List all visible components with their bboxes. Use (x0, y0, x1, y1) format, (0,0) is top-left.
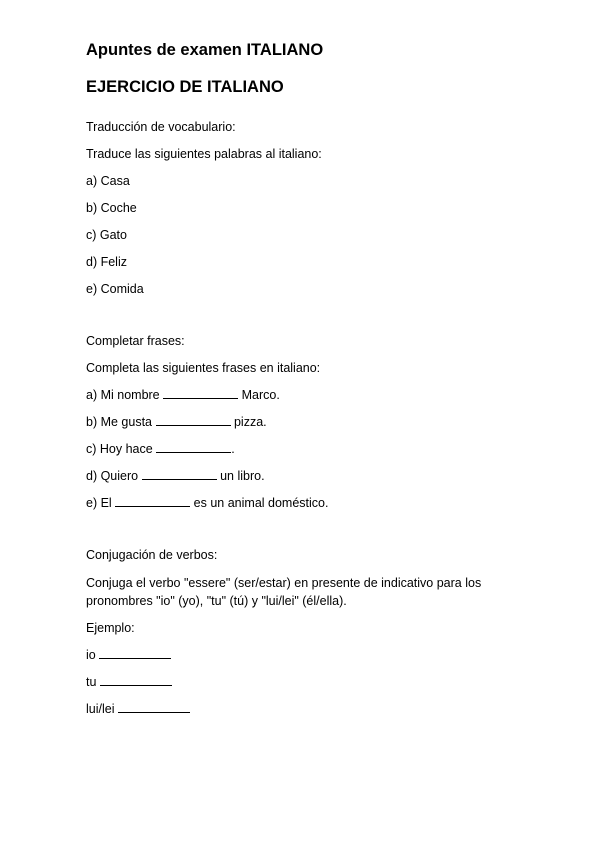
pronoun-label: tu (86, 675, 97, 689)
sentence-start: e) El (86, 496, 112, 510)
sentences-section (86, 333, 556, 512)
conjugation-row (86, 674, 556, 691)
sentences-heading: Completar frases: (86, 334, 185, 348)
example-label: Ejemplo: (86, 621, 135, 635)
sentences-instruction: Completa las siguientes frases en italiano: (86, 361, 321, 375)
answer-blank[interactable] (118, 701, 190, 713)
vocabulary-section (86, 119, 556, 298)
answer-blank[interactable] (156, 441, 231, 453)
sentence-start: b) Me gusta (86, 415, 153, 429)
answer-blank[interactable] (115, 495, 190, 507)
pronoun-label: io (86, 648, 96, 662)
sentence-item (86, 468, 556, 485)
sentence-end: un libro. (220, 469, 265, 483)
conjugation-section (86, 547, 556, 718)
vocabulary-item: e) Comida (86, 282, 144, 296)
vocabulary-item: d) Feliz (86, 255, 127, 269)
conjugation-instruction-line: Conjuga el verbo "essere" (ser/estar) en presente de indicativo para los (86, 576, 482, 590)
vocabulary-instruction: Traduce las siguientes palabras al italiano: (86, 147, 322, 161)
sentence-start: c) Hoy hace (86, 442, 153, 456)
answer-blank[interactable] (99, 647, 171, 659)
sentence-start: a) Mi nombre (86, 388, 160, 402)
answer-blank[interactable] (142, 468, 217, 480)
conjugation-heading: Conjugación de verbos: (86, 548, 218, 562)
sentence-start: d) Quiero (86, 469, 139, 483)
vocabulary-item: a) Casa (86, 174, 130, 188)
conjugation-row (86, 701, 556, 718)
sentence-item (86, 495, 556, 512)
vocabulary-heading: Traducción de vocabulario: (86, 120, 236, 134)
exercise-title: EJERCICIO DE ITALIANO (86, 78, 284, 96)
document-title: Apuntes de examen ITALIANO (86, 41, 324, 59)
answer-blank[interactable] (156, 414, 231, 426)
document-page (86, 36, 556, 718)
pronoun-label: lui/lei (86, 702, 115, 716)
answer-blank[interactable] (163, 387, 238, 399)
sentence-item (86, 441, 556, 458)
sentence-item (86, 387, 556, 404)
sentence-item (86, 414, 556, 431)
sentence-end: . (231, 442, 235, 456)
sentence-end: Marco. (241, 388, 280, 402)
vocabulary-item: c) Gato (86, 228, 127, 242)
conjugation-instruction-line: pronombres "io" (yo), "tu" (tú) y "lui/lei" (él/ella). (86, 594, 347, 608)
conjugation-row (86, 647, 556, 664)
answer-blank[interactable] (100, 674, 172, 686)
sentence-end: es un animal doméstico. (193, 496, 329, 510)
sentence-end: pizza. (233, 415, 267, 429)
vocabulary-item: b) Coche (86, 201, 137, 215)
